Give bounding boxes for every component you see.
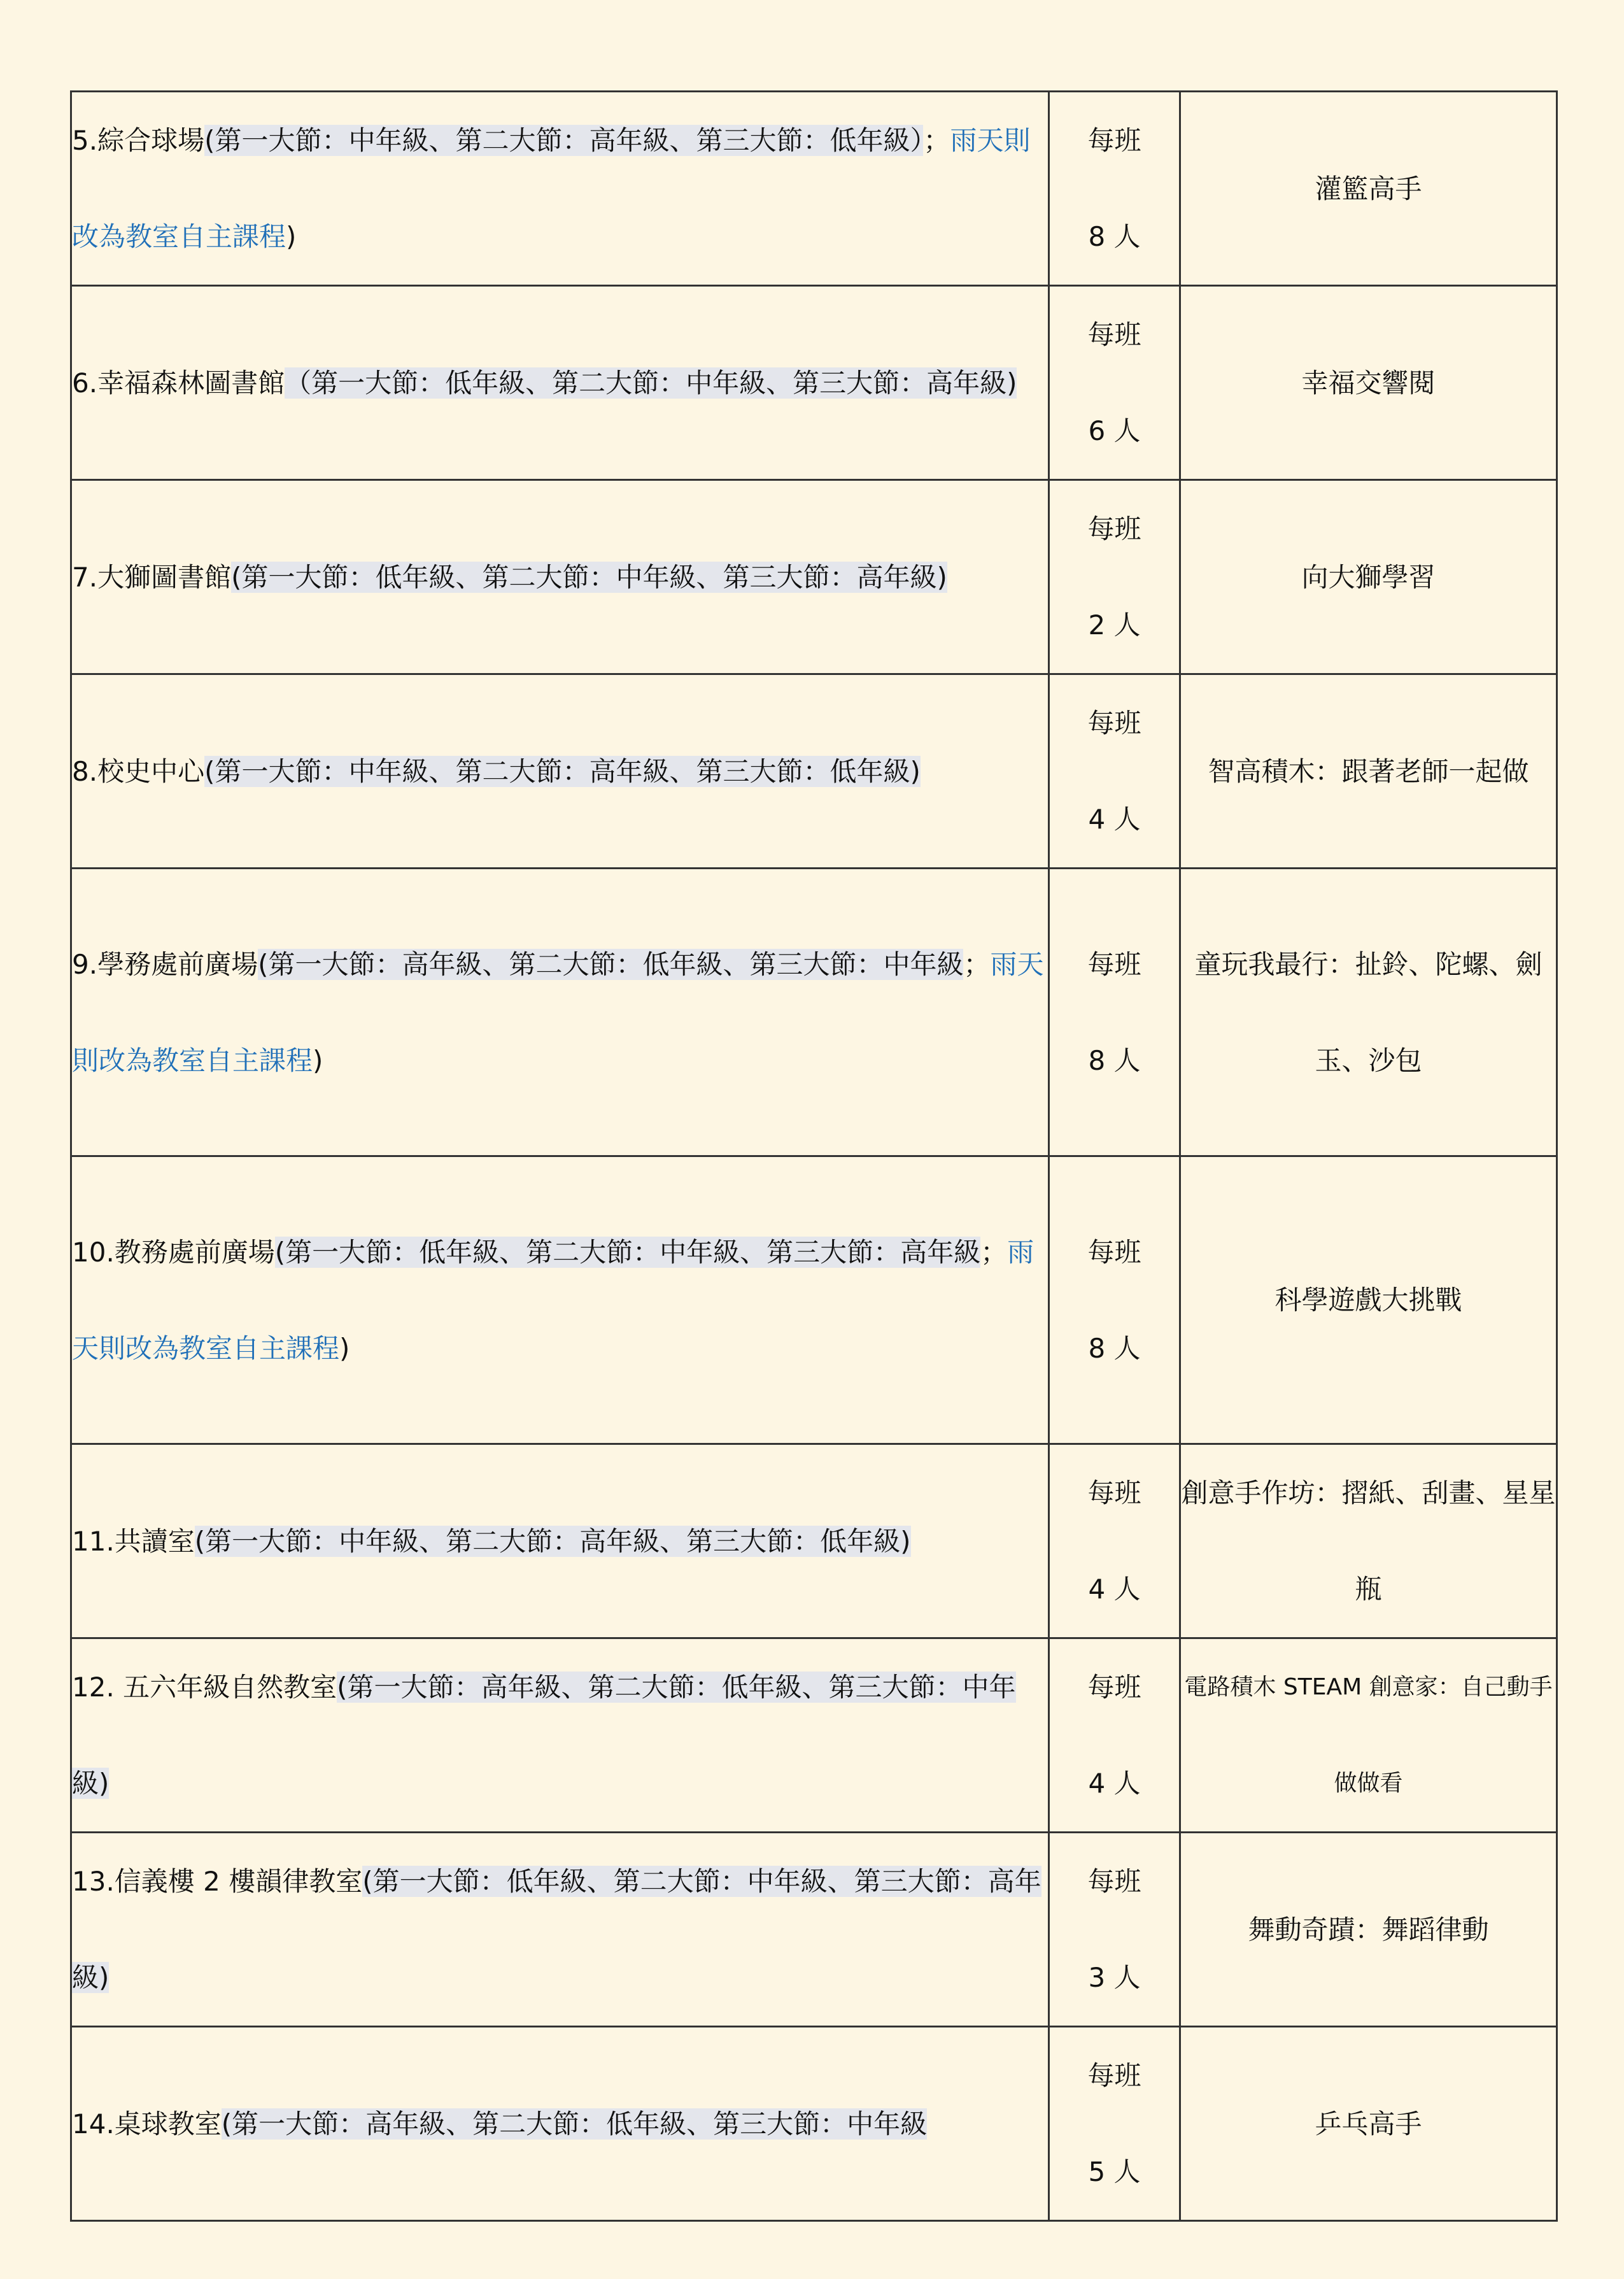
count-cell — [1049, 674, 1180, 869]
table-row — [71, 286, 1557, 480]
activity-cell: 電路積木 STEAM 創意家：自己動手做做看 — [1180, 1638, 1557, 1833]
count-label: 每班 — [1087, 1236, 1141, 1268]
schedule-text: （第一大節：低年級、第二大節：中年級、第三大節：高年級) — [285, 367, 1017, 399]
count-label: 每班 — [1087, 125, 1141, 156]
table-row — [71, 674, 1557, 869]
count-cell — [1049, 92, 1180, 286]
activity-cell: 向大獅學習 — [1180, 480, 1557, 674]
count-value: 8 人 — [1088, 1044, 1141, 1076]
count-value: 8 人 — [1088, 1332, 1141, 1364]
count-label: 每班 — [1087, 1672, 1141, 1703]
count-cell — [1049, 480, 1180, 674]
activity-cell: 創意手作坊：摺紙、刮畫、星星瓶 — [1180, 1444, 1557, 1638]
table-row — [71, 1156, 1557, 1444]
count-label: 每班 — [1087, 948, 1141, 980]
count-label: 每班 — [1087, 319, 1141, 350]
location-cell — [71, 1638, 1049, 1833]
rain-note: 雨天則改為教室自主課程 — [72, 948, 1044, 1076]
activity-cell: 科學遊戲大挑戰 — [1180, 1156, 1557, 1444]
activity-cell: 智高積木：跟著老師一起做 — [1180, 674, 1557, 869]
schedule-text: (第一大節：低年級、第二大節：中年級、第三大節：高年級) — [72, 1866, 1041, 1993]
location-name: 12. 五六年級自然教室 — [72, 1672, 337, 1703]
schedule-text: (第一大節：高年級、第二大節：低年級、第三大節：中年級) — [72, 1672, 1016, 1799]
activity-cell: 灌籃高手 — [1180, 92, 1557, 286]
activity-schedule-table — [70, 90, 1558, 2222]
location-cell — [71, 1833, 1049, 2027]
location-cell: 10.教務處前廣場(第一大節：低年級、第二大節：中年級、第三大節：高年級；雨天則改為教室自主課程) — [71, 1156, 1049, 1444]
rain-note: 雨天則改為教室自主課程 — [72, 125, 1031, 252]
location-cell: 5.綜合球場(第一大節：中年級、第二大節：高年級、第三大節：低年級）；雨天則改為教室自主課程) — [71, 92, 1049, 286]
schedule-text: (第一大節：中年級、第二大節：高年級、第三大節：低年級) — [194, 1525, 911, 1557]
location-name: 5.綜合球場 — [72, 125, 205, 156]
count-value: 4 人 — [1088, 804, 1141, 835]
location-cell — [71, 2027, 1049, 2221]
table-row — [71, 2027, 1557, 2221]
count-cell — [1049, 286, 1180, 480]
location-cell — [71, 480, 1049, 674]
count-value: 3 人 — [1088, 1962, 1141, 1993]
count-label: 每班 — [1087, 1866, 1141, 1897]
schedule-text: (第一大節：中年級、第二大節：高年級、第三大節：低年級) — [204, 755, 921, 787]
table-row — [71, 1833, 1557, 2027]
count-value: 4 人 — [1088, 1768, 1141, 1799]
schedule-text: (第一大節：低年級、第二大節：中年級、第三大節：高年級 — [274, 1236, 981, 1268]
count-cell — [1049, 1444, 1180, 1638]
count-cell — [1049, 1638, 1180, 1833]
count-label: 每班 — [1087, 707, 1141, 739]
count-cell — [1049, 1156, 1180, 1444]
location-name: 13.信義樓 2 樓韻律教室 — [72, 1866, 363, 1897]
activity-cell: 乒乓高手 — [1180, 2027, 1557, 2221]
location-name: 9.學務處前廣場 — [72, 948, 258, 980]
count-cell — [1049, 1833, 1180, 2027]
table-row — [71, 1444, 1557, 1638]
location-cell — [71, 674, 1049, 869]
rain-note: 雨天則改為教室自主課程 — [72, 1236, 1034, 1364]
table-row — [71, 480, 1557, 674]
count-label: 每班 — [1087, 2060, 1141, 2091]
activity-cell: 舞動奇蹟：舞蹈律動 — [1180, 1833, 1557, 2027]
count-value: 5 人 — [1088, 2156, 1141, 2187]
table-row — [71, 92, 1557, 286]
schedule-text: (第一大節：中年級、第二大節：高年級、第三大節：低年級） — [204, 125, 924, 156]
activity-cell: 幸福交響閱 — [1180, 286, 1557, 480]
count-value: 2 人 — [1088, 609, 1141, 641]
location-cell: 9.學務處前廣場(第一大節：高年級、第二大節：低年級、第三大節：中年級；雨天則改為教室自主課程) — [71, 869, 1049, 1156]
location-name: 10.教務處前廣場 — [72, 1236, 275, 1268]
count-cell — [1049, 869, 1180, 1156]
schedule-text: (第一大節：低年級、第二大節：中年級、第三大節：高年級) — [231, 561, 947, 593]
count-value: 4 人 — [1088, 1573, 1141, 1605]
count-label: 每班 — [1087, 1477, 1141, 1509]
location-cell — [71, 1444, 1049, 1638]
count-label: 每班 — [1087, 513, 1141, 544]
activity-cell: 童玩我最行：扯鈴、陀螺、劍玉、沙包 — [1180, 869, 1557, 1156]
schedule-text: (第一大節：高年級、第二大節：低年級、第三大節：中年級 — [258, 948, 964, 980]
count-value: 8 人 — [1088, 221, 1141, 252]
schedule-text: (第一大節：高年級、第二大節：低年級、第三大節：中年級 — [221, 2108, 928, 2140]
location-name: 11.共讀室 — [72, 1525, 195, 1557]
location-name: 6.幸福森林圖書館 — [72, 367, 285, 399]
location-name: 14.桌球教室 — [72, 2108, 222, 2140]
table-row — [71, 1638, 1557, 1833]
location-cell — [71, 286, 1049, 480]
location-name: 8.校史中心 — [72, 755, 205, 787]
count-cell — [1049, 2027, 1180, 2221]
count-value: 6 人 — [1088, 415, 1141, 446]
table-row — [71, 869, 1557, 1156]
location-name: 7.大獅圖書館 — [72, 561, 232, 593]
